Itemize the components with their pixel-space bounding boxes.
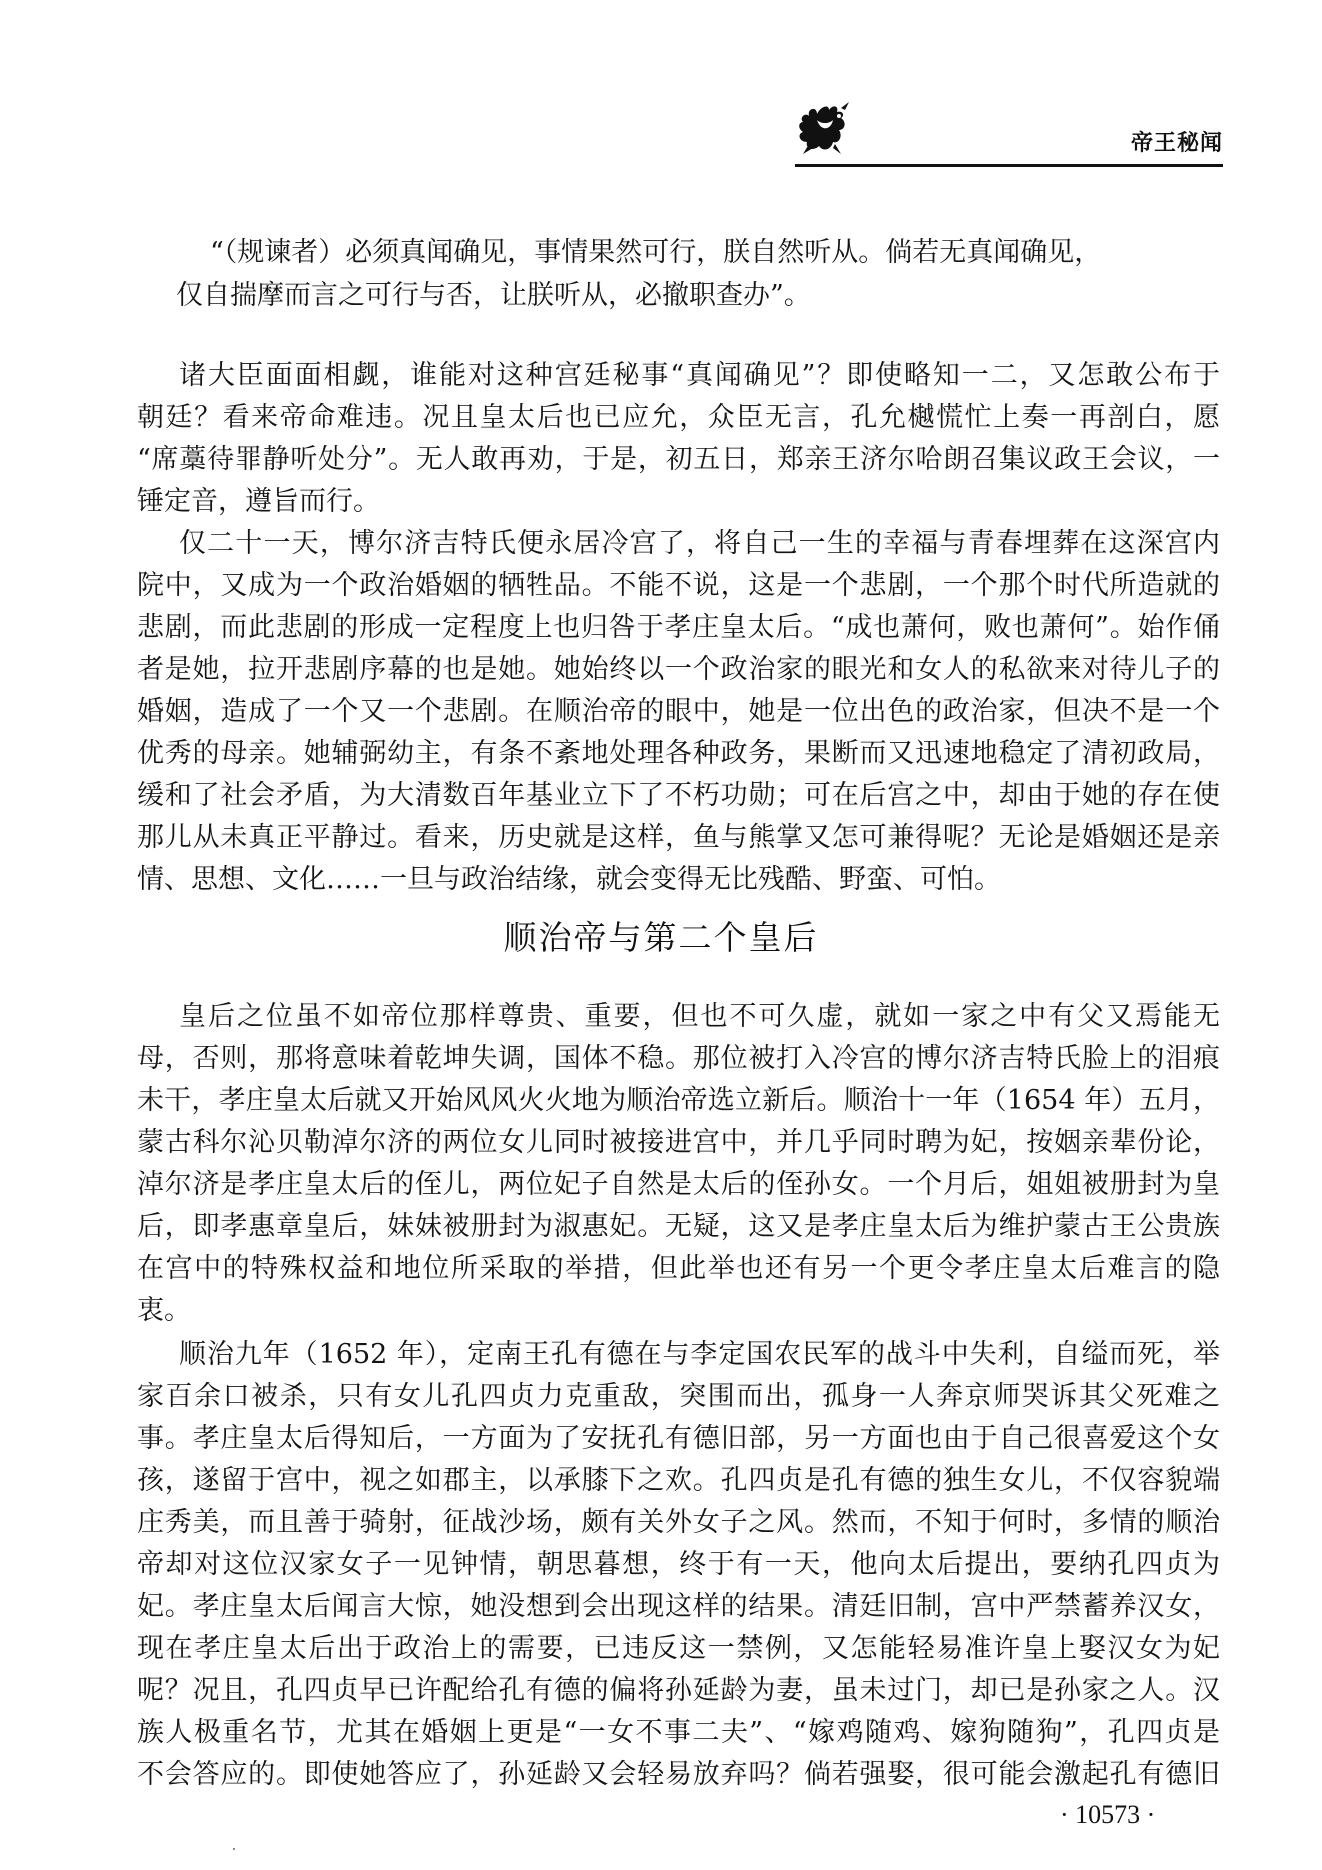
paragraph-line: 不会答应的。即使她答应了，孙延龄又会轻易放弃吗？倘若强娶，很可能会激起孔有德旧 xyxy=(137,1759,1220,1790)
paragraph-line: “席藁待罪静听处分”。无人敢再劝，于是，初五日，郑亲王济尔哈朗召集议政王会议，一 xyxy=(137,444,1220,475)
paragraph-line: 后，即孝惠章皇后，妹妹被册封为淑惠妃。无疑，这又是孝庄皇太后为维护蒙古王公贵族 xyxy=(137,1211,1220,1242)
paragraph-line: 仅二十一天，博尔济吉特氏便永居冷宫了，将自己一生的幸福与青春埋葬在这深宫内 xyxy=(179,528,1220,559)
paragraph-line: 诸大臣面面相觑，谁能对这种宫廷秘事“真闻确见”？即使略知一二，又怎敢公布于 xyxy=(179,360,1220,391)
running-title: 帝王秘闻 xyxy=(1130,131,1223,156)
paragraph-line: 情、思想、文化……一旦与政治结缘，就会变得无比残酷、野蛮、可怕。 xyxy=(137,864,1001,895)
scan-speck xyxy=(233,1848,235,1850)
paragraph-line: 呢？况且，孔四贞早已许配给孔有德的偏将孙延龄为妻，虽未过门，却已是孙家之人。汉 xyxy=(137,1675,1220,1706)
paragraph-line: 那儿从未真正平静过。看来，历史就是这样，鱼与熊掌又怎可兼得呢？无论是婚姻还是亲 xyxy=(137,822,1220,853)
paragraph-line: 朝廷？看来帝命难违。况且皇太后也已应允，众臣无言，孔允樾慌忙上奏一再剖白，愿 xyxy=(137,402,1220,433)
header-rule xyxy=(795,164,1223,167)
paragraph-line: 锤定音，遵旨而行。 xyxy=(137,486,380,517)
paragraph-line: 顺治九年（1652 年），定南王孔有德在与李定国农民军的战斗中失利，自缢而死，举 xyxy=(179,1339,1220,1370)
paragraph-line: 者是她，拉开悲剧序幕的也是她。她始终以一个政治家的眼光和女人的私欲来对待儿子的 xyxy=(137,654,1220,685)
quote-line: “（规谏者）必须真闻确见，事情果然可行，朕自然听从。倘若无真闻确见， xyxy=(210,237,1102,268)
paragraph-line: 蒙古科尔沁贝勒淖尔济的两位女儿同时被接进宫中，并几乎同时聘为妃，按姻亲辈份论， xyxy=(137,1127,1220,1158)
paragraph-line: 衷。 xyxy=(137,1295,191,1326)
section-title: 顺治帝与第二个皇后 xyxy=(503,918,819,957)
paragraph-line: 未干，孝庄皇太后就又开始风风火火地为顺治帝选立新后。顺治十一年（1654 年）五月， xyxy=(137,1085,1220,1116)
paragraph-line: 事。孝庄皇太后得知后，一方面为了安抚孔有德旧部，另一方面也由于自己很喜爱这个女 xyxy=(137,1423,1220,1454)
paragraph-line: 淖尔济是孝庄皇太后的侄儿，两位妃子自然是太后的侄孙女。一个月后，姐姐被册封为皇 xyxy=(137,1169,1220,1200)
page-number: · 10573 · xyxy=(1060,1800,1156,1829)
paragraph-line: 悲剧，而此悲剧的形成一定程度上也归咎于孝庄皇太后。“成也萧何，败也萧何”。始作俑 xyxy=(137,612,1220,643)
paragraph-line: 家百余口被杀，只有女儿孔四贞力克重敌，突围而出，孤身一人奔京师哭诉其父死难之 xyxy=(137,1381,1220,1412)
paragraph-line: 婚姻，造成了一个又一个悲剧。在顺治帝的眼中，她是一位出色的政治家，但决不是一个 xyxy=(137,696,1220,727)
paragraph-line: 庄秀美，而且善于骑射，征战沙场，颇有关外女子之风。然而，不知于何时，多情的顺治 xyxy=(137,1507,1220,1538)
paragraph-line: 优秀的母亲。她辅弼幼主，有条不紊地处理各种政务，果断而又迅速地稳定了清初政局， xyxy=(137,738,1220,769)
paragraph-line: 母，否则，那将意味着乾坤失调，国体不稳。那位被打入冷宫的博尔济吉特氏脸上的泪痕 xyxy=(137,1043,1220,1074)
paragraph-line: 族人极重名节，尤其在婚姻上更是“一女不事二夫”、“嫁鸡随鸡、嫁狗随狗”，孔四贞是 xyxy=(137,1717,1220,1748)
paragraph-line: 孩，遂留于宫中，视之如郡主，以承膝下之欢。孔四贞是孔有德的独生女儿，不仅容貌端 xyxy=(137,1465,1220,1496)
quote-line: 仅自揣摩而言之可行与否，让朕听从，必撤职查办”。 xyxy=(176,280,811,311)
paragraph-line: 妃。孝庄皇太后闻言大惊，她没想到会出现这样的结果。清廷旧制，宫中严禁蓄养汉女， xyxy=(137,1591,1220,1622)
paragraph-line: 皇后之位虽不如帝位那样尊贵、重要，但也不可久虚，就如一家之中有父又焉能无 xyxy=(179,1001,1220,1032)
dragon-emblem-icon xyxy=(795,100,855,158)
paragraph-line: 现在孝庄皇太后出于政治上的需要，已违反这一禁例，又怎能轻易准许皇上娶汉女为妃 xyxy=(137,1633,1220,1664)
running-header xyxy=(795,100,1223,170)
paragraph-line: 在宫中的特殊权益和地位所采取的举措，但此举也还有另一个更令孝庄皇太后难言的隐 xyxy=(137,1253,1220,1284)
paragraph-line: 院中，又成为一个政治婚姻的牺牲品。不能不说，这是一个悲剧，一个那个时代所造就的 xyxy=(137,570,1220,601)
paragraph-line: 帝却对这位汉家女子一见钟情，朝思暮想，终于有一天，他向太后提出，要纳孔四贞为 xyxy=(137,1549,1220,1580)
paragraph-line: 缓和了社会矛盾，为大清数百年基业立下了不朽功勋；可在后宫之中，却由于她的存在使 xyxy=(137,780,1220,811)
